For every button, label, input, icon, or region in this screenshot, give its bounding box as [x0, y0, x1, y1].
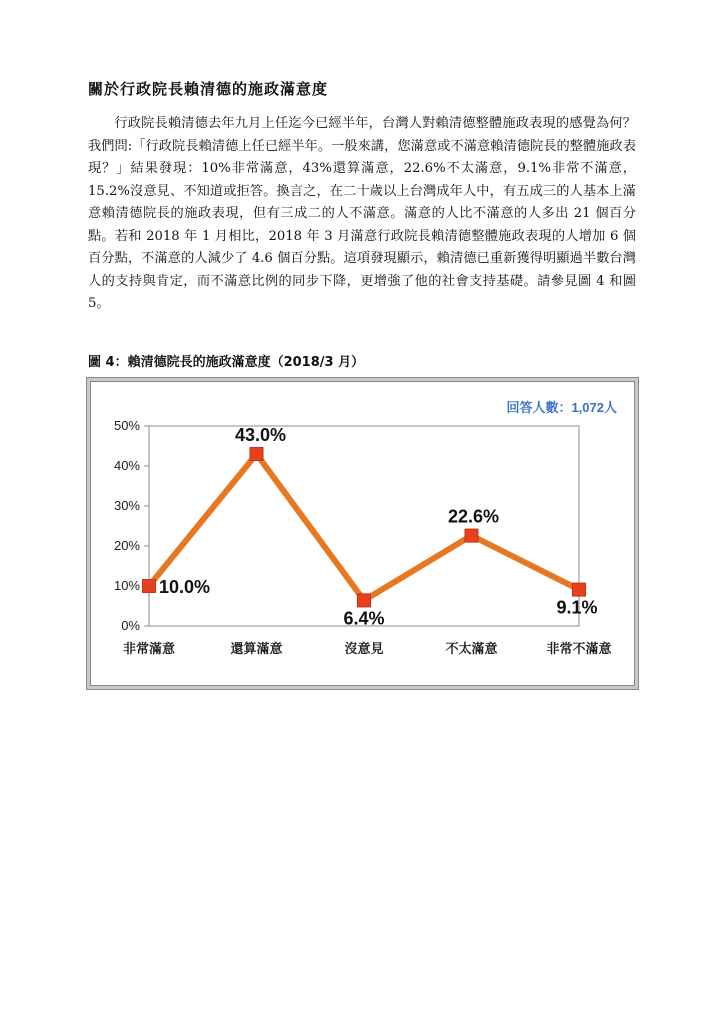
line-chart — [90, 381, 635, 686]
x-category-label: 非常滿意 — [122, 641, 176, 656]
data-label: 10.0% — [159, 577, 211, 597]
y-tick-label: 0% — [121, 618, 140, 633]
x-category-label: 沒意見 — [344, 641, 384, 656]
data-label: 22.6% — [447, 506, 500, 527]
y-tick-label: 10% — [113, 578, 140, 593]
body-paragraph-block — [88, 113, 636, 316]
data-point-marker — [465, 529, 478, 542]
respondent-count-annotation: 回答人數：1,072人 — [506, 400, 617, 415]
data-point-marker — [573, 583, 586, 596]
y-tick-label: 30% — [113, 498, 140, 513]
figure-caption: 圖 4：賴清德院長的施政滿意度（2018/3 月） — [88, 355, 365, 370]
y-tick-label: 50% — [113, 418, 140, 433]
y-tick-label: 20% — [113, 538, 140, 553]
section-heading: 關於行政院長賴清德的施政滿意度 — [88, 80, 329, 98]
x-category-label: 非常不滿意 — [546, 641, 612, 656]
data-label: 6.4% — [343, 608, 385, 629]
data-point-marker — [143, 580, 156, 593]
x-category-label: 不太滿意 — [445, 641, 498, 656]
data-label: 9.1% — [556, 597, 598, 618]
chart-frame — [87, 378, 638, 689]
data-point-marker — [250, 448, 263, 461]
y-tick-label: 40% — [113, 458, 140, 473]
body-paragraph: 行政院長賴清德去年九月上任迄今已經半年，台灣人對賴清德整體施政表現的感覺為何？我們問:「行政院長賴清德上任已經半年。一般來講，您滿意或不滿意賴清德院長的整體施政表現？」結果發現：10%非常滿意，43%還算滿意，22.6%不太滿意，9.1%非常不滿意，15.2%沒意見、不知道或拒答。換言之，在二十歲以上台灣成年人中，有五成三的人基本上滿意賴清德院長的施政表現，但有三成二的人不滿意。滿意的人比不滿意的人多出 21 個百分點。若和 2018 年 1 月相比，2018 年 3 月滿意行政院長賴清德整體施政表現的人增加 6 個百分點，不滿意的人減少了 4.6 個百分點。這項發現顯示，賴清德已重新獲得明顯過半數台灣人的支持與肯定，而不滿意比例的同步下降，更增強了他的社會支持基礎。請參見圖 4 和圖 5。 — [88, 116, 636, 311]
data-point-marker — [358, 594, 371, 607]
x-category-label: 還算滿意 — [230, 641, 283, 656]
data-label: 43.0% — [234, 425, 287, 445]
series-line — [149, 454, 579, 600]
